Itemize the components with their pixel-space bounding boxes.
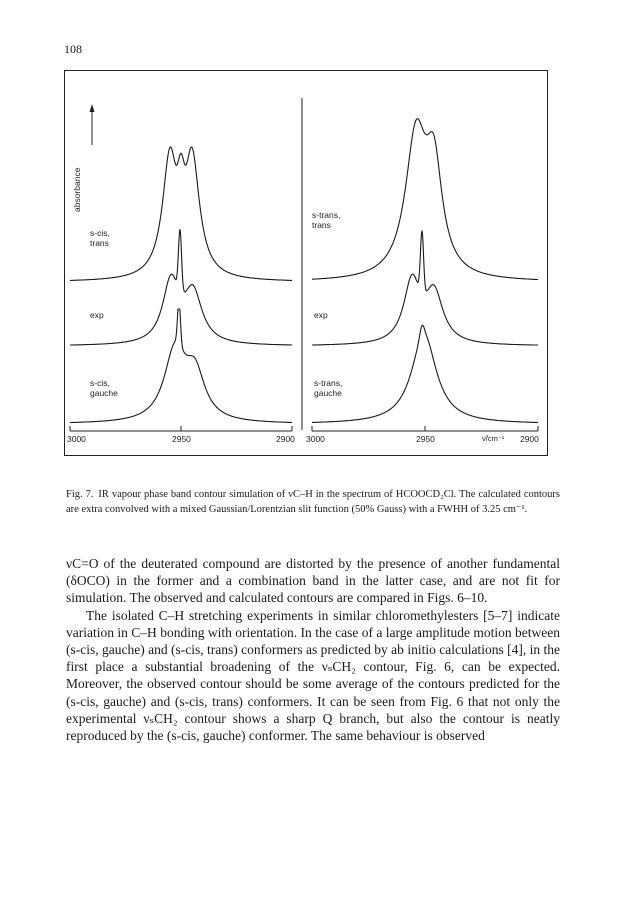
- caption-text: IR vapour phase band contour simulation of νC–H in the spectrum of HCOOCD₂Cl. The calculated contours are extra convolved with a mixed Gaussian/Lorentzian slit function (50% Gauss) with a FWHH of 3.25 cm⁻¹.: [66, 489, 560, 515]
- curve-s-cis-trans: [70, 147, 292, 280]
- x-tick-label: 2950: [172, 434, 191, 444]
- caption-label: Fig. 7.: [66, 489, 94, 500]
- curve-label: exp: [90, 310, 104, 320]
- y-axis-label: absorbance: [72, 167, 82, 212]
- x-tick-label: 2900: [520, 434, 539, 444]
- curve-label: s-cis, trans: [90, 228, 110, 248]
- figure-caption: [66, 487, 560, 517]
- curve-s-trans-gauche: [312, 325, 538, 422]
- body-text: [66, 555, 560, 744]
- curve-exp-right: [312, 231, 538, 346]
- curve-s-trans-trans: [312, 119, 538, 280]
- x-unit-label: ν̃/cm⁻¹: [482, 434, 505, 443]
- paragraph: The isolated C–H stretching experiments in similar chloromethylesters [5–7] indicate variation in C–H bonding with orientation. In the case of a large amplitude motion between (s-cis, gauche) and (s-cis, trans) conformers as predicted by ab initio calculations [4], in the first place a substantial broadening of the νₛCH₂ contour, Fig. 6, can be expected. Moreover, the observed contour should be some average of the contours predicted for the (s-cis, gauche) and (s-cis, trans) conformers. It can be seen from Fig. 6 that not only the experimental νₛCH₂ contour shows a sharp Q branch, but also the contour is neatly reproduced by the (s-cis, gauche) conformer. The same behaviour is observed: [66, 607, 560, 744]
- curve-label: s-trans, trans: [312, 210, 341, 230]
- x-tick-label: 3000: [306, 434, 325, 444]
- figure-frame: [64, 70, 548, 456]
- curve-s-cis-gauche: [70, 309, 292, 423]
- page-number: 108: [64, 42, 82, 56]
- paragraph: νC=O of the deuterated compound are distorted by the presence of another fundamental (δOCO) in the former and a combination band in the latter case, and are not fit for simulation. The observed and calculated contours are compared in Figs. 6–10.: [66, 556, 560, 606]
- curve-label: s-cis, gauche: [90, 378, 118, 398]
- ir-spectra-figure: [64, 70, 548, 456]
- x-tick-label: 2950: [416, 434, 435, 444]
- arrow-head: [90, 104, 95, 112]
- x-tick-label: 2900: [276, 434, 295, 444]
- curve-label: exp: [314, 310, 328, 320]
- x-tick-label: 3000: [67, 434, 86, 444]
- curve-label: s-trans, gauche: [314, 378, 343, 398]
